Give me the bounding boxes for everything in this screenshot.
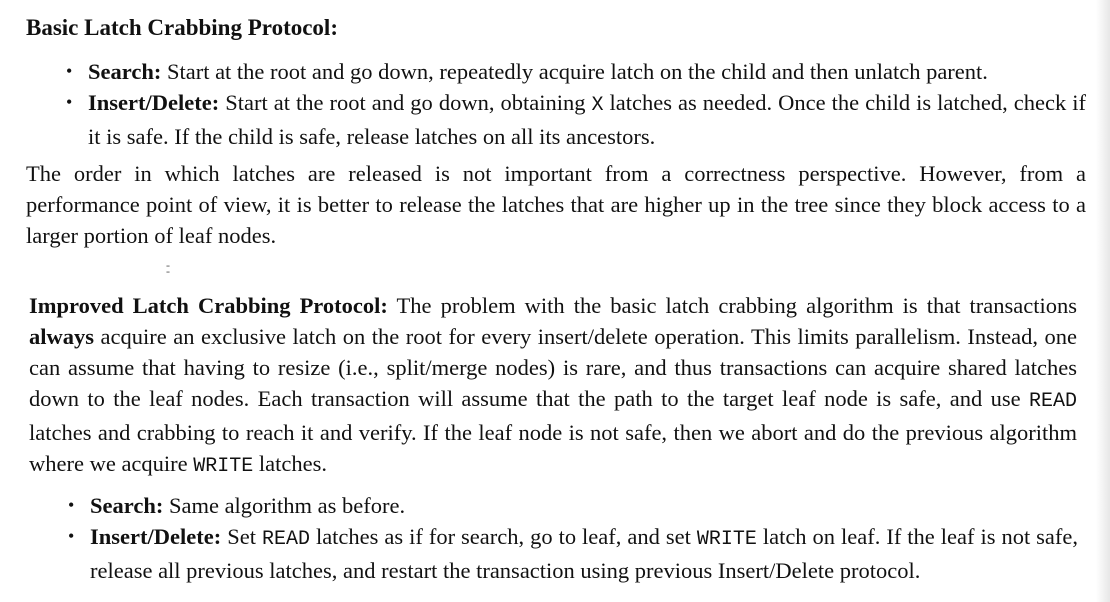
improved-protocol-list (68, 490, 1079, 586)
item-text: Start at the root and go down, repeatedly acquire latch on the child and then unlatch parent. (166, 59, 988, 84)
scan-artifact: - - (166, 258, 196, 278)
item-label: Insert/Delete: (90, 524, 222, 549)
bullet-icon: • (66, 92, 73, 112)
item-text: Set (227, 524, 256, 549)
item-text: latch on leaf. If the leaf is not safe, release all previous latches, and restart the transaction using previous Insert/Delete protocol. (90, 524, 1079, 583)
inline-code: WRITE (193, 455, 254, 478)
list-item-search (68, 490, 1078, 521)
inline-code: WRITE (696, 528, 757, 551)
release-order-paragraph: The order in which latches are released is not important from a correctness perspective. However, from a performance point of view, it is better to release the latches that are higher up in the tree since they block access to a larger portion of leaf nodes. (26, 161, 1086, 248)
paragraph-text: acquire an exclusive latch on the root for every insert/delete operation. This limits parallelism. Instead, one can assume that having to resize (i.e., split/merge nodes) is rare, and thus transactions can acquire shared latches down to the leaf nodes. Each transaction will assume that the path to the target leaf node is safe, and use (29, 324, 1077, 411)
bullet-icon: • (68, 495, 75, 515)
bullet-icon: • (66, 61, 73, 81)
list-item-insert-delete (66, 87, 1087, 152)
paragraph-text: latches. (258, 451, 328, 476)
page-edge-shadow (1096, 0, 1110, 602)
item-label: Search: (90, 493, 164, 518)
list-item-insert-delete (68, 521, 1079, 586)
item-label: Search: (88, 59, 162, 84)
inline-code: X (591, 94, 604, 117)
improved-protocol-heading: Improved Latch Crabbing Protocol: (29, 293, 388, 318)
item-text: latches as needed. Once the child is latched, check if it is safe. If the child is safe, release latches on all its ancestors. (88, 90, 1087, 149)
inline-code: READ (261, 528, 310, 551)
item-label: Insert/Delete: (88, 90, 220, 115)
emphasis-text: always (29, 324, 95, 349)
list-item-search (66, 56, 1086, 87)
bullet-icon: • (68, 526, 75, 546)
paragraph-text: The problem with the basic latch crabbing algorithm is that transactions (396, 293, 1078, 318)
basic-protocol-list (66, 56, 1087, 152)
paragraph-text: latches and crabbing to reach it and verify. If the leaf node is not safe, then we abort and do the previous algorithm where we acquire (29, 420, 1077, 476)
item-text: Same algorithm as before. (168, 493, 406, 518)
item-text: latches as if for search, go to leaf, and set (315, 524, 691, 549)
basic-protocol-heading: Basic Latch Crabbing Protocol: (26, 15, 338, 40)
inline-code: READ (1029, 390, 1078, 413)
item-text: Start at the root and go down, obtaining (225, 90, 586, 115)
improved-protocol-paragraph (29, 290, 1077, 482)
